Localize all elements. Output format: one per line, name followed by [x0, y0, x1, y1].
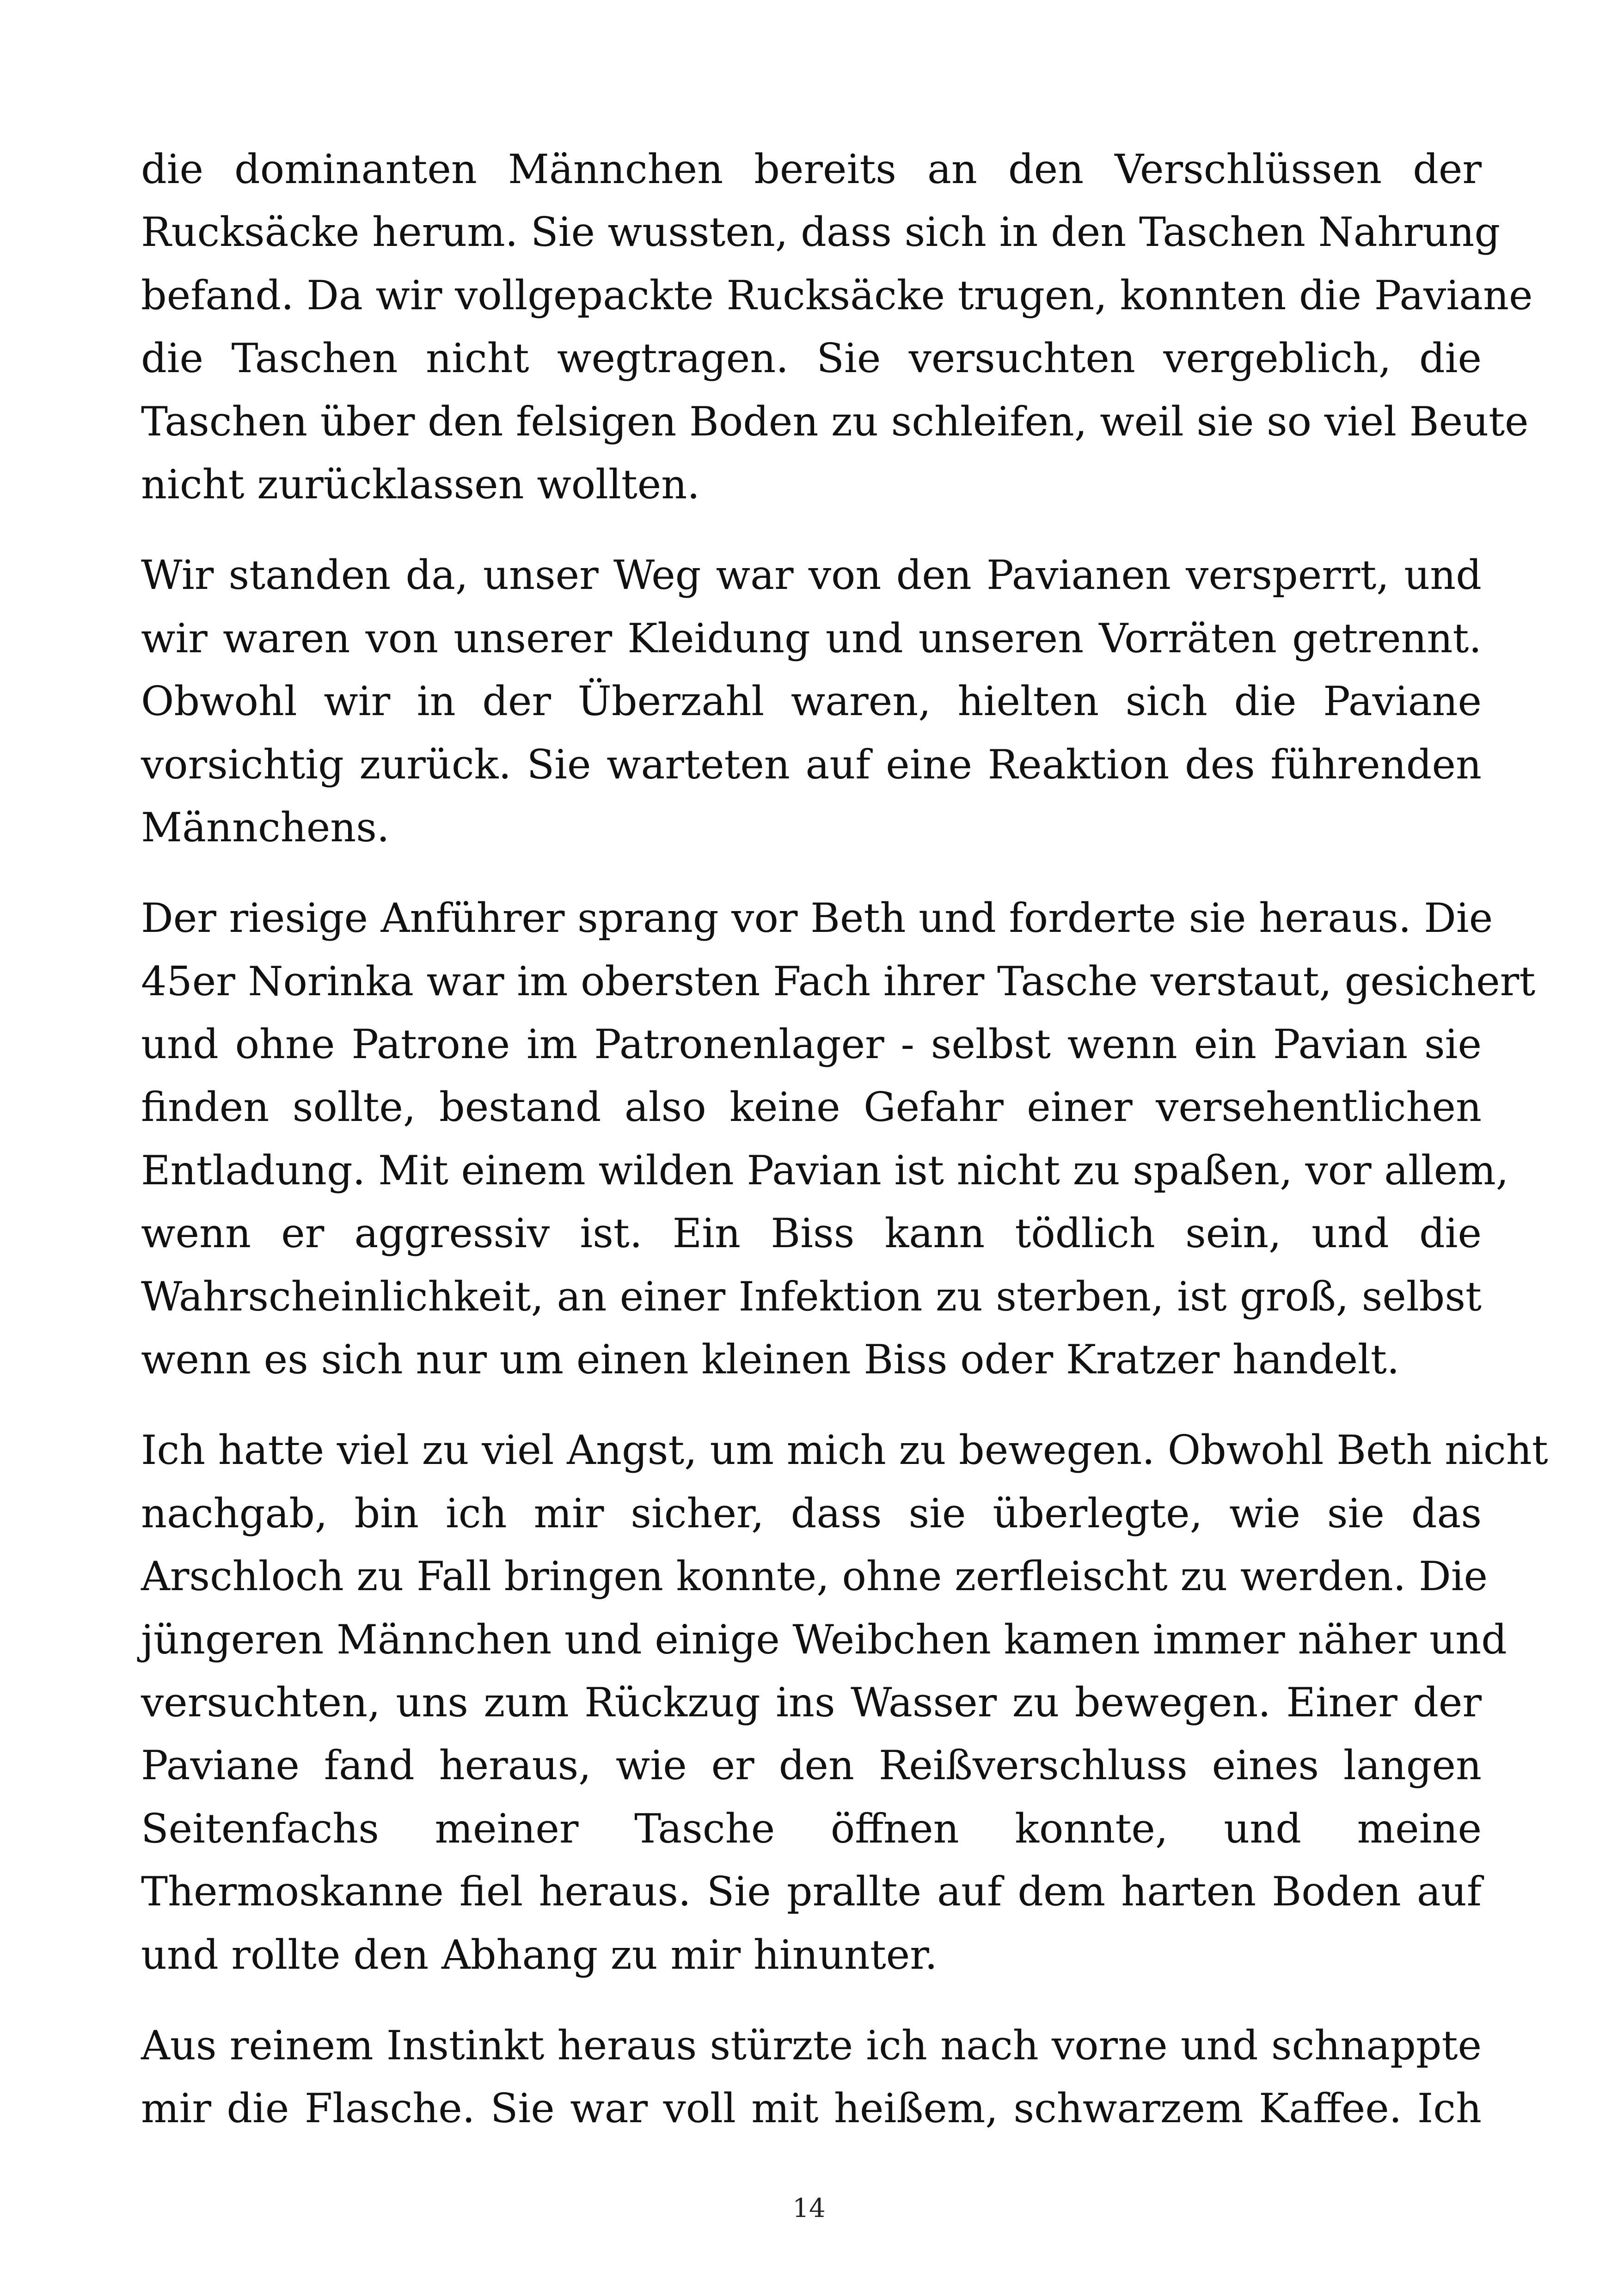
paragraph [141, 2014, 1482, 2140]
page-number: 14 [792, 2193, 826, 2223]
text-line: finden sollte, bestand also keine Gefahr einer versehentlichen [141, 1084, 1482, 1131]
text-line: Aus reinem Instinkt heraus stürzte ich nach vorne und schnappte [141, 2021, 1482, 2069]
text-line: nicht zurücklassen wollten. [141, 460, 700, 508]
text-line: jüngeren Männchen und einige Weibchen kamen immer näher und [141, 1616, 1507, 1663]
text-line: Männchens. [141, 803, 390, 851]
text-line: Taschen über den felsigen Boden zu schleifen, weil sie so viel Beute [141, 398, 1529, 445]
text-line: Thermoskanne fiel heraus. Sie prallte auf dem harten Boden auf [141, 1868, 1482, 1916]
text-line: Der riesige Anführer sprang vor Beth und forderte sie heraus. Die [141, 894, 1493, 942]
text-line: Entladung. Mit einem wilden Pavian ist nicht zu spaßen, vor allem, [141, 1146, 1509, 1194]
paragraph [141, 138, 1533, 516]
text-line: Obwohl wir in der Überzahl waren, hielten sich die Paviane [141, 678, 1482, 725]
page-body [141, 138, 1548, 2140]
text-line: Seitenfachs meiner Tasche öffnen konnte, und meine [141, 1805, 1482, 1852]
text-line: befand. Da wir vollgepackte Rucksäcke trugen, konnten die Paviane [141, 271, 1533, 319]
text-line: Wir standen da, unser Weg war von den Pavianen versperrt, und [141, 551, 1482, 599]
text-line: wir waren von unserer Kleidung und unseren Vorräten getrennt. [141, 614, 1482, 662]
text-line: mir die Flasche. Sie war voll mit heißem, schwarzem Kaffee. Ich [141, 2085, 1482, 2132]
text-line: Rucksäcke herum. Sie wussten, dass sich in den Taschen Nahrung [141, 208, 1501, 256]
text-line: die dominanten Männchen bereits an den Verschlüssen der [141, 146, 1482, 193]
text-line: 45er Norinka war im obersten Fach ihrer Tasche verstaut, gesichert [141, 957, 1536, 1005]
text-line: und rollte den Abhang zu mir hinunter. [141, 1931, 938, 1978]
text-line: und ohne Patrone im Patronenlager - selbst wenn ein Pavian sie [141, 1021, 1482, 1068]
text-line: Paviane fand heraus, wie er den Reißverschluss eines langen [141, 1742, 1482, 1789]
text-line: nachgab, bin ich mir sicher, dass sie überlegte, wie sie das [141, 1489, 1482, 1537]
text-line: Wahrscheinlichkeit, an einer Infektion zu sterben, ist groß, selbst [141, 1273, 1482, 1320]
text-line: versuchten, uns zum Rückzug ins Wasser zu bewegen. Einer der [141, 1678, 1482, 1726]
text-line: Arschloch zu Fall bringen konnte, ohne zerfleischt zu werden. Die [141, 1553, 1488, 1600]
text-line: wenn es sich nur um einen kleinen Biss oder Kratzer handelt. [141, 1336, 1400, 1384]
text-line: wenn er aggressiv ist. Ein Biss kann tödlich sein, und die [141, 1210, 1482, 1257]
text-line: die Taschen nicht wegtragen. Sie versuchten vergeblich, die [141, 335, 1482, 382]
text-line: vorsichtig zurück. Sie warteten auf eine Reaktion des führenden [141, 741, 1482, 788]
paragraph [141, 887, 1536, 1391]
text-line: Ich hatte viel zu viel Angst, um mich zu bewegen. Obwohl Beth nicht [141, 1427, 1548, 1474]
paragraph [141, 544, 1482, 859]
paragraph [141, 1419, 1548, 1986]
